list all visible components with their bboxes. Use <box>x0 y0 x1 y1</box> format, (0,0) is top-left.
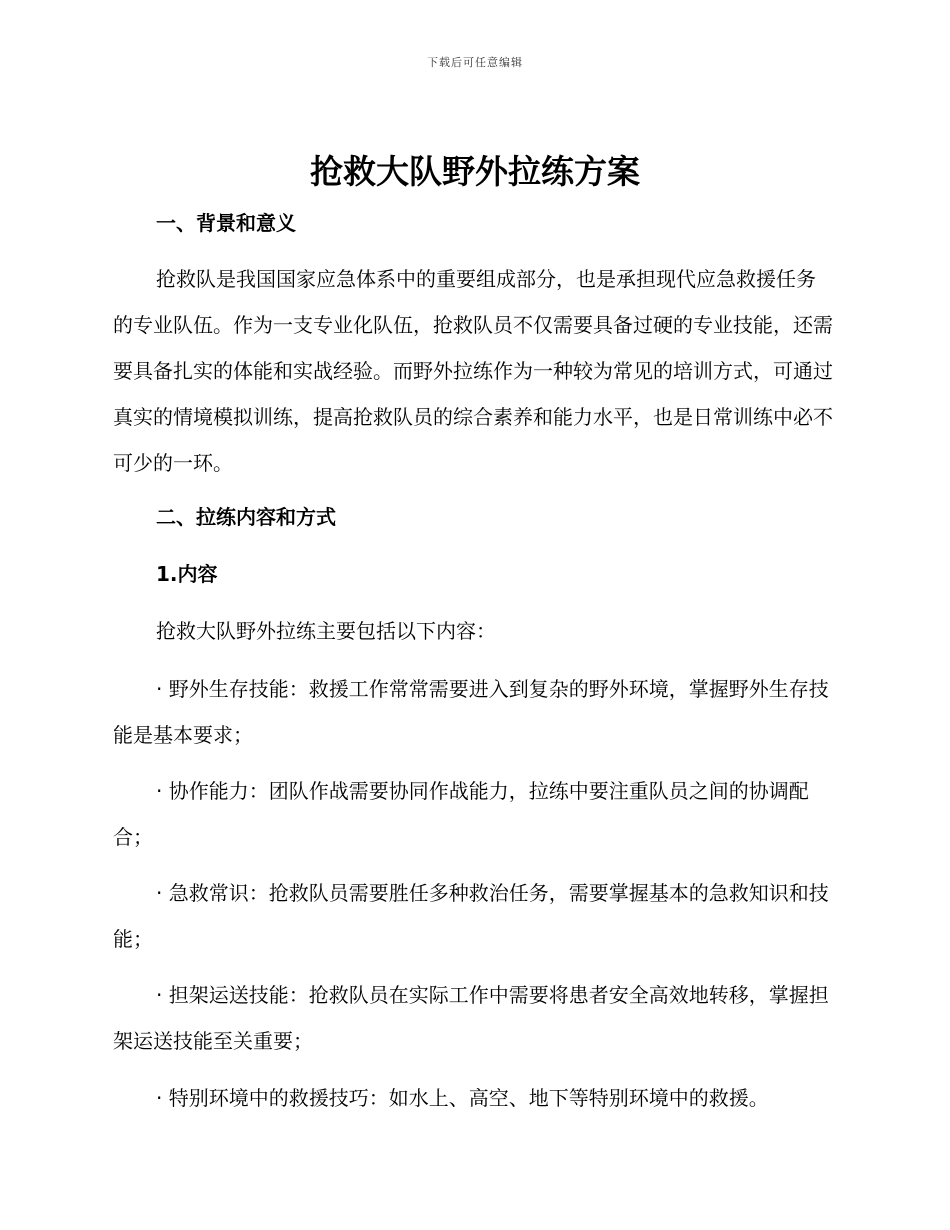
section-heading-content-method: 二、拉练内容和方式 <box>156 505 336 529</box>
page-header-note: 下载后可任意编辑 <box>427 56 523 69</box>
list-item: · 担架运送技能：抢救队员在实际工作中需要将患者安全高效地转移，掌握担架运送技能至关重要； <box>113 983 829 1053</box>
section-heading-background: 一、背景和意义 <box>156 211 296 235</box>
list-item: · 野外生存技能：救援工作常常需要进入到复杂的野外环境，掌握野外生存技能是基本要求； <box>113 677 829 747</box>
content-intro: 抢救大队野外拉练主要包括以下内容： <box>156 619 496 643</box>
background-paragraph: 抢救队是我国国家应急体系中的重要组成部分，也是承担现代应急救援任务的专业队伍。作为一支专业化队伍，抢救队员不仅需要具备过硬的专业技能，还需要具备扎实的体能和实战经验。而野外拉练作为一种较为常见的培训方式，可通过真实的情境模拟训练，提高抢救队员的综合素养和能力水平，也是日常训练中必不可少的一环。 <box>113 267 833 475</box>
sub-heading-content: 1.内容 <box>156 562 218 586</box>
document-title: 抢救大队野外拉练方案 <box>310 152 640 191</box>
list-item: · 急救常识：抢救队员需要胜任多种救治任务，需要掌握基本的急救知识和技能； <box>113 881 829 951</box>
list-item: · 协作能力：团队作战需要协同作战能力，拉练中要注重队员之间的协调配合； <box>113 779 809 849</box>
list-item: · 特别环境中的救援技巧：如水上、高空、地下等特别环境中的救援。 <box>156 1086 769 1110</box>
